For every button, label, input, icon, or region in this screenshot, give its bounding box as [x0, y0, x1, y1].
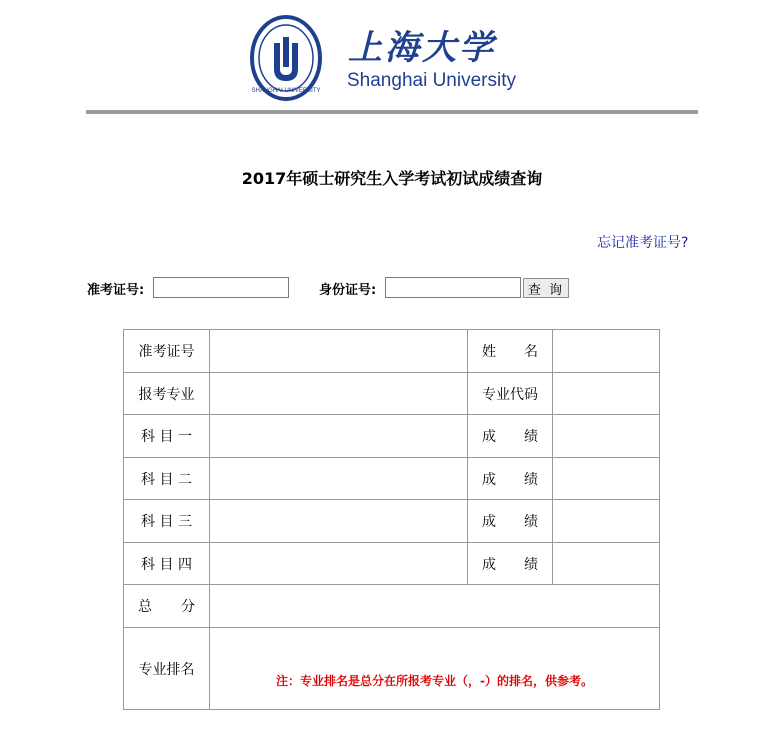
table-row [124, 628, 660, 710]
score-3-label: 成 绩 [482, 514, 538, 530]
score-1-value [553, 415, 660, 458]
major-code-label: 专业代码 [468, 373, 553, 415]
subject-4-value [210, 543, 468, 585]
id-card-input[interactable] [385, 277, 521, 298]
university-logo-icon [250, 15, 322, 101]
subject-1-label: 科 目 一 [141, 429, 192, 445]
exam-id-value [210, 330, 468, 373]
query-button[interactable]: 查 询 [523, 278, 569, 298]
score-2-value [553, 458, 660, 500]
score-4-value [553, 543, 660, 585]
score-1-label: 成 绩 [482, 429, 538, 445]
subject-4-label: 科 目 四 [141, 556, 192, 573]
major-value [210, 373, 468, 415]
subject-3-label: 科 目 三 [141, 514, 192, 530]
major-label: 报考专业 [124, 373, 210, 415]
name-label: 姓 名 [482, 344, 538, 360]
brand-name-en: Shanghai University [347, 70, 516, 91]
table-row [124, 543, 660, 585]
major-rank-label: 专业排名 [124, 628, 210, 710]
total-score-value [210, 585, 660, 628]
header-divider [86, 110, 698, 114]
table-row [124, 585, 660, 628]
logo-seal-text: SHANGHAI UNIVERSITY [251, 88, 321, 94]
score-2-label: 成 绩 [482, 471, 538, 488]
major-code-value [553, 373, 660, 415]
score-4-label: 成 绩 [482, 556, 538, 573]
rank-note: 注：专业排名是总分在所报考专业（，-）的排名，供参考。 [276, 674, 593, 688]
table-row [124, 330, 660, 373]
total-score-label: 总 分 [138, 599, 195, 615]
table-row [124, 500, 660, 543]
header [0, 0, 758, 115]
page-title: 2017年硕士研究生入学考试初试成绩查询 [241, 169, 543, 188]
subject-2-value [210, 458, 468, 500]
subject-1-value [210, 415, 468, 458]
table-row [124, 373, 660, 415]
subject-2-label: 科 目 二 [141, 471, 192, 488]
subject-3-value [210, 500, 468, 543]
score-3-value [553, 500, 660, 543]
brand-name-cn: 上海大学 [348, 28, 496, 68]
exam-id-input[interactable] [153, 277, 289, 298]
exam-id-label: 准考证号: [87, 283, 145, 298]
forgot-exam-id-link[interactable]: 忘记准考证号? [597, 235, 689, 251]
name-value [553, 330, 660, 373]
id-card-label: 身份证号: [319, 283, 377, 298]
table-row [124, 415, 660, 458]
table-row [124, 458, 660, 500]
score-table [123, 329, 660, 710]
exam-id-cell-label: 准考证号 [124, 330, 210, 373]
